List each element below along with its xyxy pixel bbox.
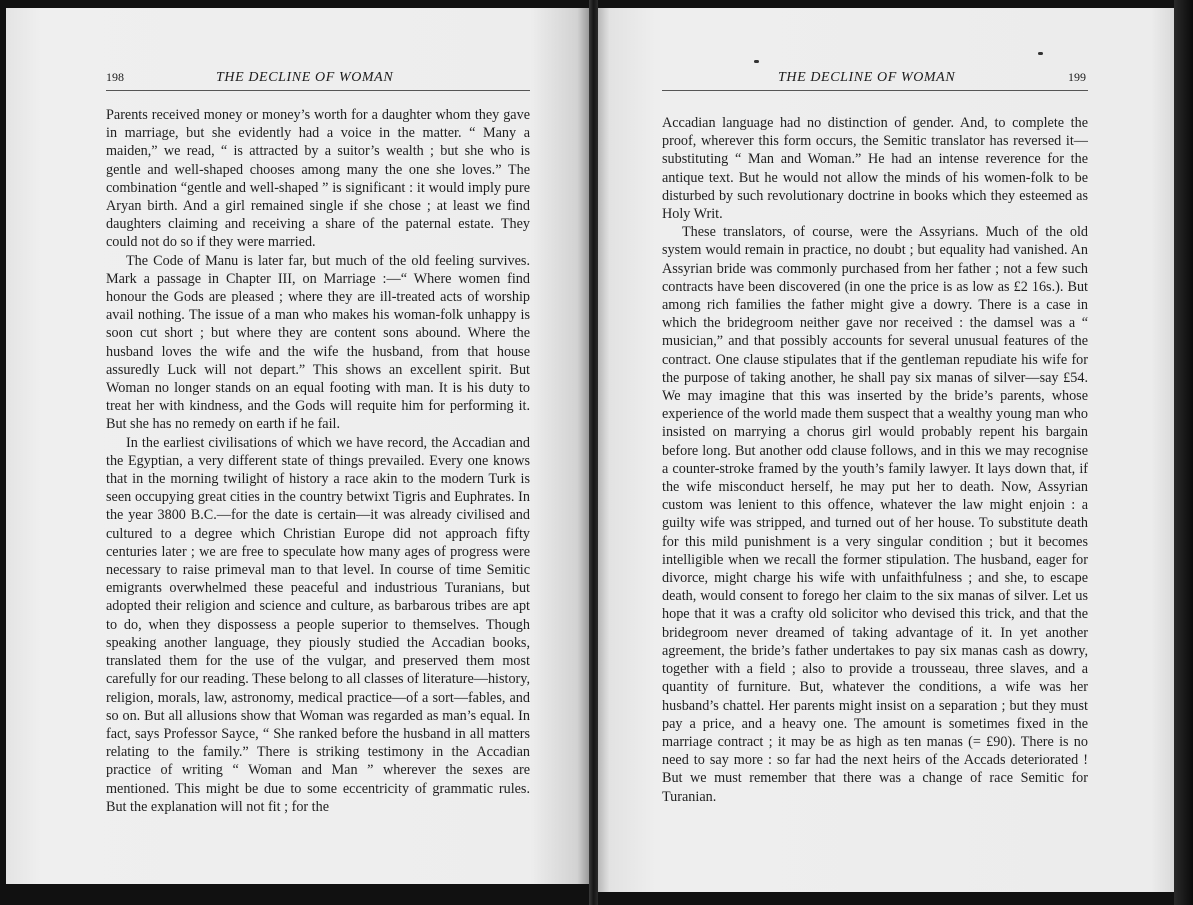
right-page bbox=[598, 8, 1174, 892]
right-head-rule bbox=[662, 90, 1088, 91]
left-running-title: THE DECLINE OF WOMAN bbox=[216, 70, 394, 85]
right-page-number: 199 bbox=[1068, 70, 1086, 84]
left-page-number: 198 bbox=[106, 70, 124, 84]
left-text-block bbox=[106, 106, 530, 816]
left-paragraph: In the earliest civilisations of which we have record, the Accadian and the Egyptian, a very different state of things prevailed. Every one knows that in the morning twilight of history a race akin to the modern Turk is seen occupying great cities in the country betwixt Tigris and Euphrates. In the year 3800 B.C.—for the date is certain—it was already civilised and cultured to a degree which Christian Europe did not approach fifty centuries later ; we are free to speculate how many ages of progress were necessary to raise primeval man to that level. In course of time Semitic emigrants overwhelmed these peaceful and industrious Turanians, but adopted their religion and science and culture, as barbarous tribes are apt to do, when they dispossess a people superior to themselves. Though speaking another language, they piously studied the Accadian books, translated them for the use of the vulgar, and preserved them most carefully for our reading. These belong to all classes of literature—history, religion, morals, law, astronomy, medical practice—of a sort—fables, and so on. But all allusions show that Woman was regarded as man’s equal. In fact, says Professor Sayce, “ She ranked before the husband in all matters relating to the family.” There is striking testimony in the Accadian practice of writing “ Woman and Man ” wherever the sexes are mentioned. This might be due to some eccentricity of grammatic rules. But the explanation will not fit ; for the bbox=[106, 434, 530, 815]
book-spine bbox=[589, 0, 598, 905]
left-paragraph: The Code of Manu is later far, but much of the old feeling survives. Mark a passage in Chapter III, on Marriage :—“ Where women find honour the Gods are pleased ; where they are ill-treated acts of worship avail nothing. The issue of a man who makes his woman-folk unhappy is soon cut short ; but where they are content sons abound. Where the husband loves the wife and the wife the husband, from that house assuredly Luck will not depart.” This shows an excellent spirit. But Woman no longer stands on an equal footing with man. It is his duty to treat her with kindness, and the Gods will requite him for performing it. But she has no remedy on earth if he fail. bbox=[106, 252, 530, 433]
right-running-title: THE DECLINE OF WOMAN bbox=[778, 70, 956, 85]
right-paragraph: Accadian language had no distinction of gender. And, to complete the proof, wherever this form occurs, the Semitic translator has reversed it—substituting “ Man and Woman.” He had an intense reverence for the antique text. But he would not allow the minds of his women-folk to be disturbed by such revolutionary doctrine in books which they esteemed as Holy Writ. bbox=[662, 115, 1088, 223]
left-page bbox=[6, 8, 589, 884]
book-right-edge bbox=[1174, 0, 1193, 905]
left-head-rule bbox=[106, 90, 530, 91]
print-speck bbox=[754, 60, 759, 63]
left-paragraph: Parents received money or money’s worth for a daughter whom they gave in marriage, but she evidently had a voice in the matter. “ Many a maiden,” we read, “ is attracted by a suitor’s wealth ; but she who is gentle and well-shaped chooses among many the one she loves.” The combination “gentle and well-shaped ” is significant : it would imply pure Aryan birth. And a girl remained single if she chose ; at least we find daughters claiming and receiving a share of the paternal estate. They could not do so if they were married. bbox=[106, 107, 530, 251]
right-text-block bbox=[662, 114, 1088, 806]
print-speck bbox=[1038, 52, 1043, 55]
right-paragraph: These translators, of course, were the Assyrians. Much of the old system would remain in practice, no doubt ; but equality had vanished. An Assyrian bride was commonly purchased from her father ; not a few such contracts have been discovered (in one the price is as low as £2 16s.). But among rich families the father might give a dowry. There is a case in which the bridegroom neither gave nor received : the damsel was a “ musician,” and that possibly accounts for several unusual features of the contract. One clause stipulates that if the gentleman repudiate his wife for the purpose of taking another, he shall pay six manas of silver—say £54. We may imagine that this was inserted by the bride’s parents, whose experience of the world made them suspect that a wealthy young man who insisted on marrying a chorus girl would probably repent his bargain before long. But another odd clause follows, and in this we may recognise a counter-stroke framed by the youth’s family lawyer. It lays down that, if the wife misconduct herself, he may put her to death. Now, Assyrian custom was lenient to this offence, whatever the law might enjoin : a guilty wife was stripped, and turned out of her house. To substitute death for this mild punishment is a very singular condition ; but it becomes intelligible when we recall the former stipulation. The husband, eager for divorce, might charge his wife with unfaithfulness ; and she, to escape death, would consent to forego her claim to the six manas of silver. Let us hope that it was a crafty old solicitor who devised this trick, and that the bridegroom never dreamed of taking advantage of it. In yet another agreement, the bride’s father undertakes to pay six manas cash as dowry, together with a field ; also to provide a trousseau, three slaves, and a quantity of furniture. But, whatever the conditions, a wife was her husband’s chattel. Her parents might insist on a separation ; but they must pay a price, and a heavy one. The amount is sometimes fixed in the marriage contract ; it may be as high as ten manas (= £90). There is no need to say more : so far had the next heirs of the Accads deteriorated ! But we must remember that there was a change of race Semitic for Turanian. bbox=[662, 224, 1088, 805]
